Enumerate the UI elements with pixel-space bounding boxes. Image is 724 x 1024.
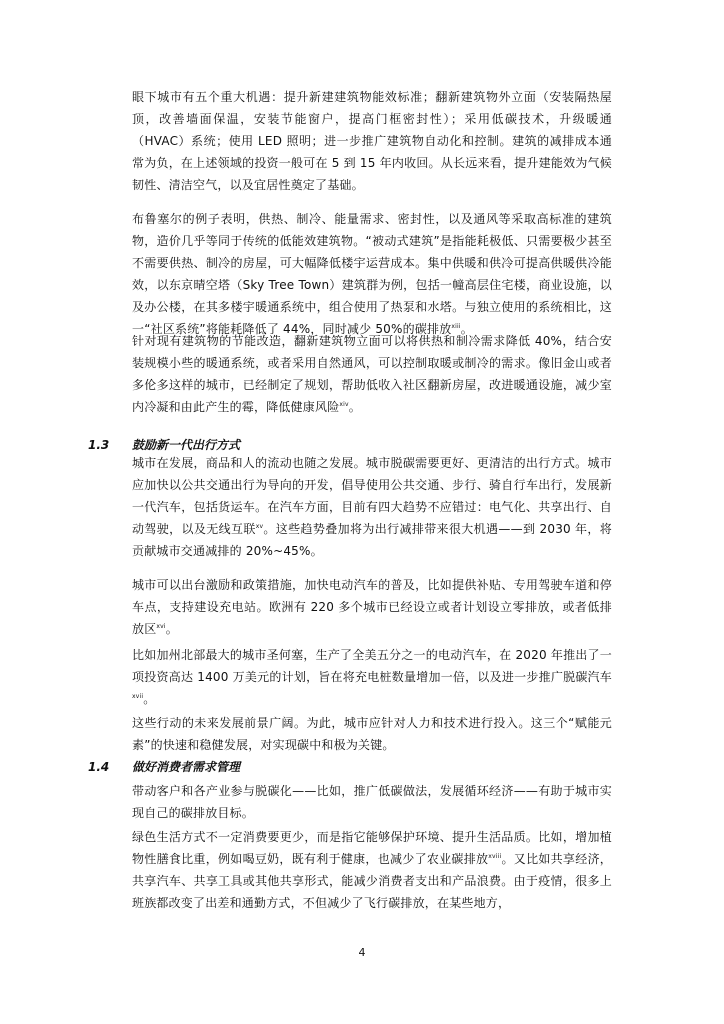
paragraph-ev-incentives: 城市可以出台激励和政策措施，加快电动汽车的普及，比如提供补贴、专用驾驶车道和停车点，支持建设充电站。欧洲有 220 多个城市已经设立或者计划设立零排放，或者低排放区$^{xvi}$。 (132, 578, 612, 636)
section-number: 1.4 (88, 760, 110, 774)
paragraph-green-lifestyle: 绿色生活方式不一定消费要更少，而是指它能够保护环境、提升生活品质。比如，增加植物性膳食比重，例如喝豆奶，既有利于健康，也减少了农业碳排放$^{xviii}$。又比如共享经济，共享汽车、共享工具或其他共享形式，能减少消费者支出和产品浪费。由于疫情，很多上班族都改变了出差和通勤方式，不但减少了飞行碳排放，在某些地方， (132, 830, 612, 910)
paragraph-enablers: 这些行动的未来发展前景广阔。为此，城市应针对人力和技术进行投入。这三个“赋能元素”的快速和稳健发展，对实现碳中和极为关键。 (132, 716, 612, 752)
paragraph-mobility: 城市在发展，商品和人的流动也随之发展。城市脱碳需要更好、更清洁的出行方式。城市应加快以公共交通出行为导向的开发，倡导使用公共交通、步行、骑自行车出行，发展新一代汽车，包括货运车。在汽车方面，目前有四大趋势不应错过：电气化、共享出行、自动驾驶，以及无线互联$^{xv}$。这些趋势叠加将为出行减排带来很大机遇——到 2030 年，将贡献城市交通减排的 20%~45%。 (132, 456, 612, 558)
section-number: 1.3 (88, 438, 110, 452)
paragraph-retrofit: 针对现有建筑物的节能改造，翻新建筑物立面可以将供热和制冷需求降低 40%，结合安装规模小些的暖通系统，或者采用自然通风，可以控制取暖或制冷的需求。像旧金山或者多伦多这样的城市，已经制定了规划，帮助低收入社区翻新房屋，改进暖通设施，减少室内冷凝和由此产生的霉，降低健康风险$^{xiv}$。 (132, 334, 612, 414)
paragraph-customers: 带动客户和各产业参与脱碳化——比如，推广低碳做法，发展循环经济——有助于城市实现自己的碳排放目标。 (132, 784, 612, 820)
section-heading-1-4 (88, 758, 240, 776)
paragraph-san-jose: 比如加州北部最大的城市圣何塞，生产了全美五分之一的电动汽车，在 2020 年推出了一项投资高达 1400 万美元的计划，旨在将充电桩数量增加一倍，以及进一步推广脱碳汽车$^{xvii}$。 (132, 648, 612, 706)
section-title: 做好消费者需求管理 (132, 760, 241, 774)
page-number: 4 (358, 946, 366, 959)
paragraph-opportunities: 眼下城市有五个重大机遇：提升新建建筑物能效标准；翻新建筑物外立面（安装隔热屋顶，改善墙面保温，安装节能窗户，提高门框密封性）；采用低碳技术，升级暖通（HVAC）系统；使用 LED 照明；进一步推广建筑物自动化和控制。建筑的减排成本通常为负，在上述领域的投资一般可在 5 到 15 年内收回。从长远来看，提升建能效为气候韧性、清洁空气，以及宜居性奠定了基础。 (132, 90, 612, 192)
section-title: 鼓励新一代出行方式 (132, 438, 241, 452)
paragraph-brussels: 布鲁塞尔的例子表明，供热、制冷、能量需求、密封性，以及通风等采取高标准的建筑物，造价几乎等同于传统的低能效建筑物。“被动式建筑”是指能耗极低、只需要极少甚至不需要供热、制冷的房屋，可大幅降低楼宇运营成本。集中供暖和供冷可提高供暖供冷能效，以东京晴空塔（Sky Tree Town）建筑群为例，包括一幢高层住宅楼，商业设施，以及办公楼，在其多楼宇暖通系统中，组合使用了热泵和水塔。与独立使用的系统相比，这一“社区系统”将能耗降低了 44%，同时减少 50%的碳排放$^{xiii}$。 (132, 212, 612, 336)
